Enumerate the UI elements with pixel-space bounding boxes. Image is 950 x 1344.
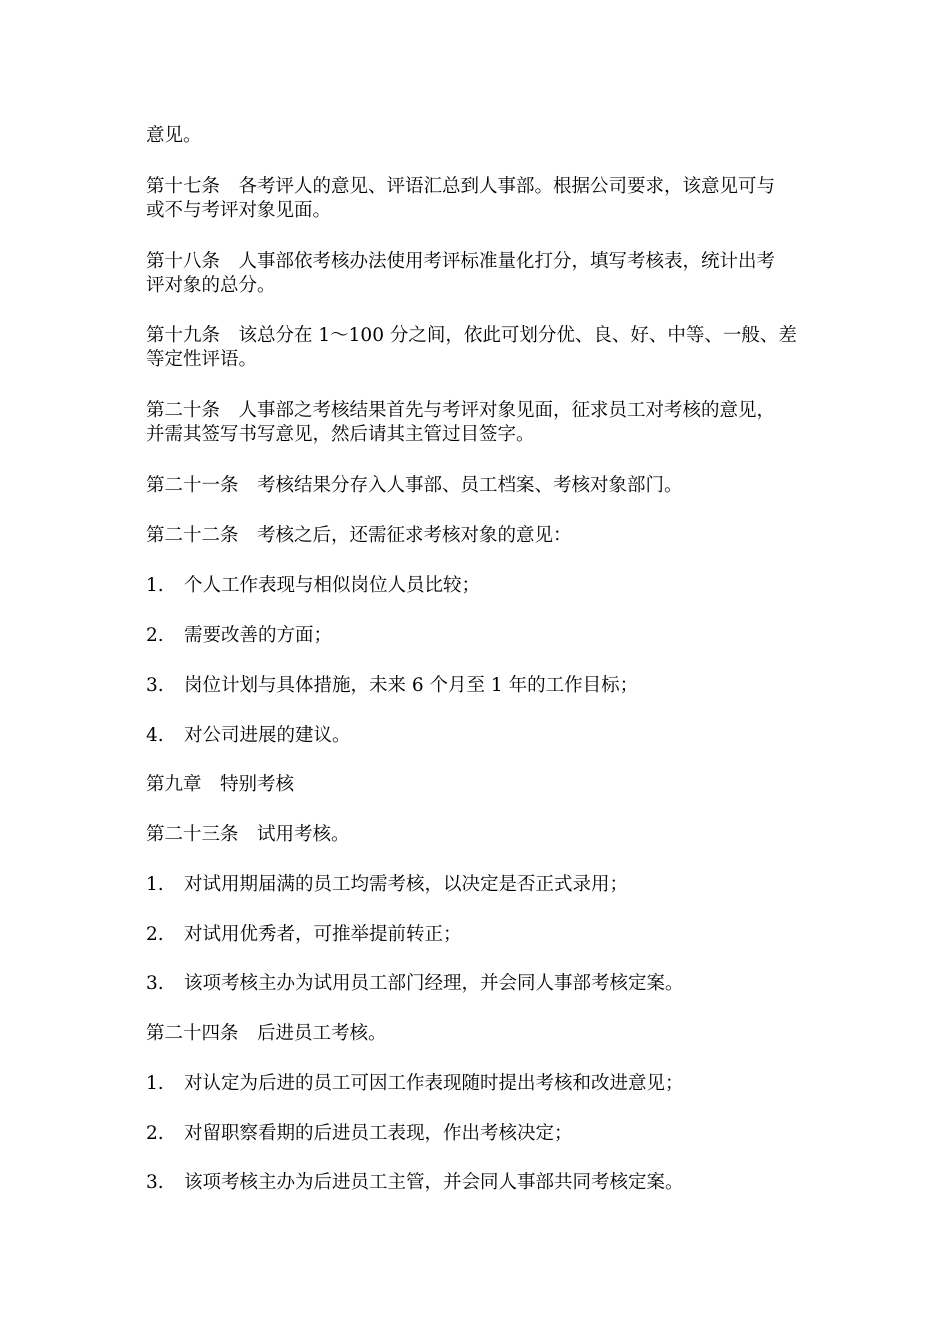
article-18-line-1: 第十八条 人事部依考核办法使用考评标准量化打分，填写考核表，统计出考 — [146, 251, 776, 272]
article-17-line-1: 第十七条 各考评人的意见、评语汇总到人事部。根据公司要求，该意见可与 — [146, 176, 776, 197]
list-item-text: 该项考核主办为后进员工主管，并会同人事部共同考核定案。 — [184, 1172, 684, 1193]
paragraph-continuation: 意见。 — [146, 125, 202, 146]
list-item-text: 对试用优秀者，可推举提前转正； — [184, 924, 462, 945]
list-item-text: 对试用期届满的员工均需考核，以决定是否正式录用； — [184, 874, 629, 895]
article-19-line-1: 第十九条 该总分在 1～100 分之间，依此可划分优、良、好、中等、一般、差 — [146, 325, 797, 346]
list-item-text: 个人工作表现与相似岗位人员比较； — [184, 575, 481, 596]
list-item — [146, 1072, 816, 1096]
list-item-number: 2. — [146, 625, 164, 646]
article-18-line-2: 评对象的总分。 — [146, 275, 276, 296]
list-item — [146, 923, 816, 947]
list-item — [146, 873, 816, 897]
list-item-number: 3. — [146, 973, 164, 994]
article-21: 第二十一条 考核结果分存入人事部、员工档案、考核对象部门。 — [146, 475, 683, 496]
list-item-number: 4. — [146, 725, 164, 746]
article-24-heading: 第二十四条 后进员工考核。 — [146, 1023, 387, 1044]
article-20 — [146, 399, 816, 447]
list-item-number: 3. — [146, 675, 164, 696]
list-item-text: 需要改善的方面； — [184, 625, 333, 646]
list-item-text: 该项考核主办为试用员工部门经理，并会同人事部考核定案。 — [184, 973, 684, 994]
list-item-number: 1. — [146, 1073, 164, 1094]
list-item — [146, 674, 816, 698]
list-item — [146, 1122, 816, 1146]
list-item — [146, 1171, 816, 1195]
list-item — [146, 624, 816, 648]
list-item-text: 对公司进展的建议。 — [184, 725, 351, 746]
list-item-text: 对留职察看期的后进员工表现，作出考核决定； — [184, 1123, 573, 1144]
list-item — [146, 724, 816, 748]
article-22-heading: 第二十二条 考核之后，还需征求考核对象的意见： — [146, 525, 572, 546]
list-item-text: 岗位计划与具体措施，未来 6 个月至 1 年的工作目标； — [184, 675, 639, 696]
list-item — [146, 574, 816, 598]
chapter-heading: 第九章 特别考核 — [146, 774, 295, 795]
article-19-line-2: 等定性评语。 — [146, 349, 258, 370]
list-item — [146, 972, 816, 996]
article-19 — [146, 324, 816, 372]
list-item-number: 3. — [146, 1172, 164, 1193]
article-17-line-2: 或不与考评对象见面。 — [146, 200, 332, 221]
article-17 — [146, 175, 816, 223]
article-20-line-1: 第二十条 人事部之考核结果首先与考评对象见面，征求员工对考核的意见， — [146, 400, 776, 421]
list-item-number: 1. — [146, 575, 164, 596]
list-item-number: 2. — [146, 924, 164, 945]
list-item-number: 2. — [146, 1123, 164, 1144]
list-item-text: 对认定为后进的员工可因工作表现随时提出考核和改进意见； — [184, 1073, 684, 1094]
article-20-line-2: 并需其签写书写意见，然后请其主管过目签字。 — [146, 424, 535, 445]
article-18 — [146, 250, 816, 298]
list-item-number: 1. — [146, 874, 164, 895]
article-23-heading: 第二十三条 试用考核。 — [146, 824, 350, 845]
